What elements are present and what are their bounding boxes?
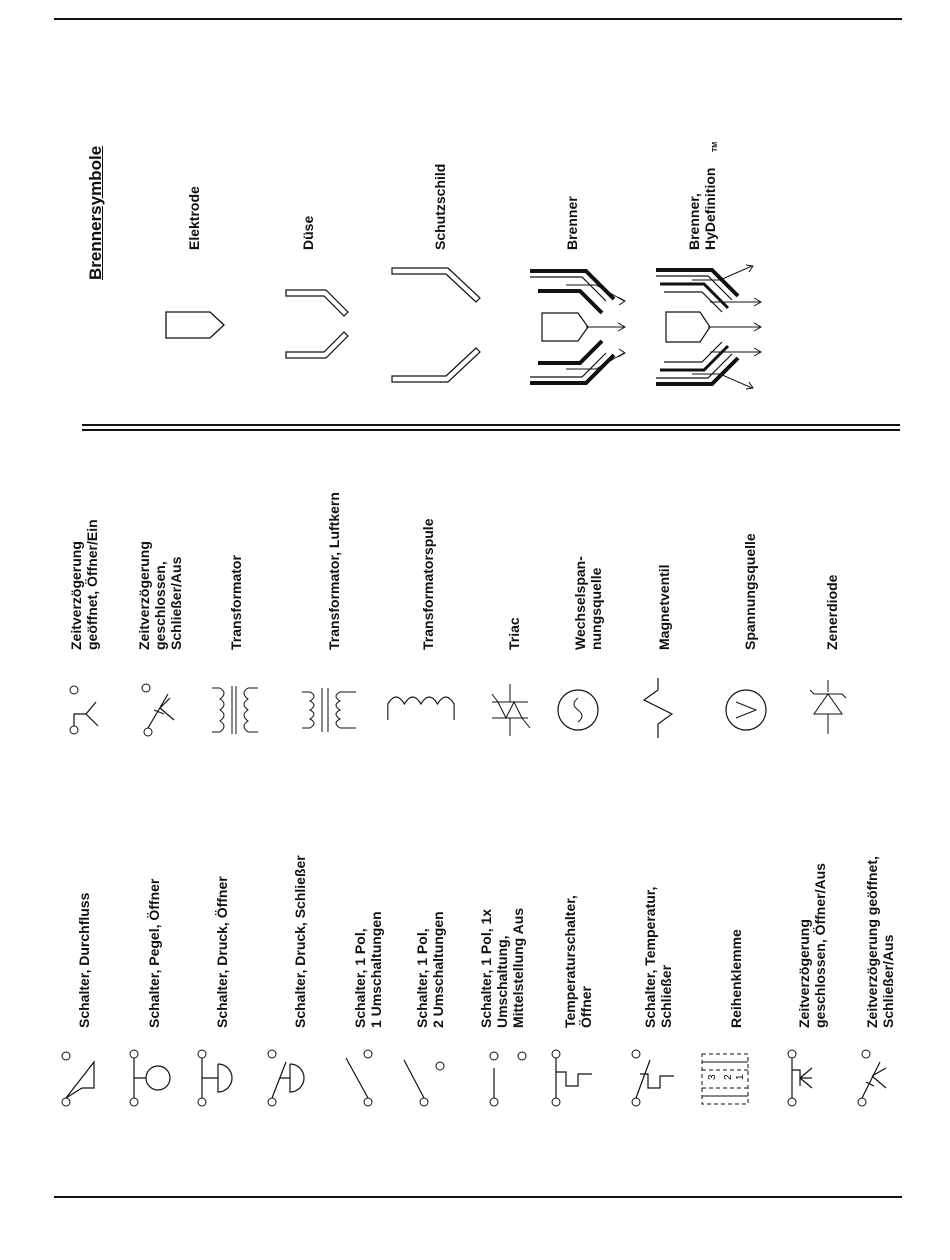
label-transformer: Transformator bbox=[228, 555, 244, 650]
label-time-delay-closed-nc: Zeitverzögerung geschlossen, Öffner/Aus bbox=[796, 863, 828, 1028]
label-level-switch-nc: Schalter, Pegel, Öffner bbox=[146, 878, 162, 1028]
trademark-mark: TM bbox=[712, 141, 719, 152]
shield-icon bbox=[388, 258, 498, 388]
section-divider-upper bbox=[82, 424, 900, 426]
hydefinition-torch-icon bbox=[652, 262, 767, 392]
air-core-transformer-icon bbox=[298, 680, 363, 740]
label-time-delay-closed-no: Zeitverzögerung geschlossen, Schließer/Aus bbox=[136, 541, 184, 650]
time-delay-closed-no-icon bbox=[140, 680, 185, 740]
label-terminal-block: Reihenklemme bbox=[728, 929, 744, 1028]
solenoid-valve-icon bbox=[634, 676, 684, 746]
label-zener-diode: Zenerdiode bbox=[824, 574, 840, 650]
section-divider-lower bbox=[82, 429, 900, 431]
terminal-number-1: 1 bbox=[735, 1074, 746, 1080]
label-center-off-switch: Schalter, 1 Pol, 1x Umschaltung, Mittelstellung Aus bbox=[478, 907, 526, 1028]
time-delay-open-nc-icon bbox=[62, 680, 107, 740]
terminal-block-icon bbox=[698, 1046, 753, 1111]
label-time-delay-open-no: Zeitverzögerung geöffnet, Schließer/Aus bbox=[864, 856, 896, 1028]
label-flow-switch: Schalter, Durchfluss bbox=[76, 892, 92, 1028]
label-pressure-switch-no: Schalter, Druck, Schließer bbox=[292, 855, 308, 1028]
label-shield: Schutzschild bbox=[432, 163, 448, 250]
top-rule bbox=[54, 18, 902, 20]
label-temperature-switch-no: Schalter, Temperatur, Schließer bbox=[642, 886, 674, 1028]
label-hydefinition-torch: Brenner, HyDefinition bbox=[686, 167, 718, 250]
transformer-icon bbox=[208, 680, 263, 740]
label-solenoid-valve: Magnetventil bbox=[656, 564, 672, 650]
label-voltage-source: Spannungsquelle bbox=[742, 533, 758, 650]
voltage-source-icon bbox=[722, 680, 772, 740]
center-off-switch-icon bbox=[482, 1046, 537, 1111]
label-time-delay-open-nc: Zeitverzögerung geöffnet, Öffner/Ein bbox=[68, 519, 100, 650]
label-torch: Brenner bbox=[564, 196, 580, 250]
label-spdt-switch: Schalter, 1 Pol, 1 Umschaltungen bbox=[352, 911, 384, 1028]
pressure-switch-no-icon bbox=[264, 1046, 319, 1111]
bottom-rule bbox=[54, 1196, 902, 1198]
spdt-switch-icon bbox=[338, 1046, 383, 1111]
label-temperature-switch-nc: Temperaturschalter, Öffner bbox=[562, 895, 594, 1028]
time-delay-open-no-icon bbox=[850, 1046, 905, 1111]
triac-icon bbox=[484, 680, 539, 740]
time-delay-closed-nc-icon bbox=[780, 1046, 835, 1111]
flow-switch-icon bbox=[56, 1046, 111, 1111]
transformer-coil-icon bbox=[386, 688, 456, 728]
electrode-icon bbox=[150, 290, 240, 360]
label-spdt-switch-2: Schalter, 1 Pol, 2 Umschaltungen bbox=[414, 911, 446, 1028]
temperature-switch-no-icon bbox=[628, 1046, 683, 1111]
spdt-switch-2-icon bbox=[396, 1046, 451, 1111]
level-switch-nc-icon bbox=[126, 1046, 181, 1111]
ac-source-icon bbox=[554, 680, 604, 740]
terminal-number-2: 2 bbox=[723, 1074, 734, 1080]
temperature-switch-nc-icon bbox=[548, 1046, 603, 1111]
nozzle-icon bbox=[280, 260, 370, 380]
label-electrode: Elektrode bbox=[186, 186, 202, 250]
label-triac: Triac bbox=[506, 617, 522, 650]
label-ac-source: Wechselspan- nungsquelle bbox=[572, 556, 604, 650]
label-air-core-transformer: Transformator, Luftkern bbox=[326, 492, 342, 650]
pressure-switch-nc-icon bbox=[194, 1046, 249, 1111]
torch-icon bbox=[526, 265, 636, 390]
terminal-number-3: 3 bbox=[707, 1074, 718, 1080]
label-transformer-coil: Transformatorspule bbox=[420, 518, 436, 650]
section-title: Brennersymbole bbox=[86, 145, 105, 280]
zener-diode-icon bbox=[802, 680, 857, 740]
label-nozzle: Düse bbox=[300, 215, 316, 250]
label-pressure-switch-nc: Schalter, Druck, Öffner bbox=[214, 876, 230, 1028]
